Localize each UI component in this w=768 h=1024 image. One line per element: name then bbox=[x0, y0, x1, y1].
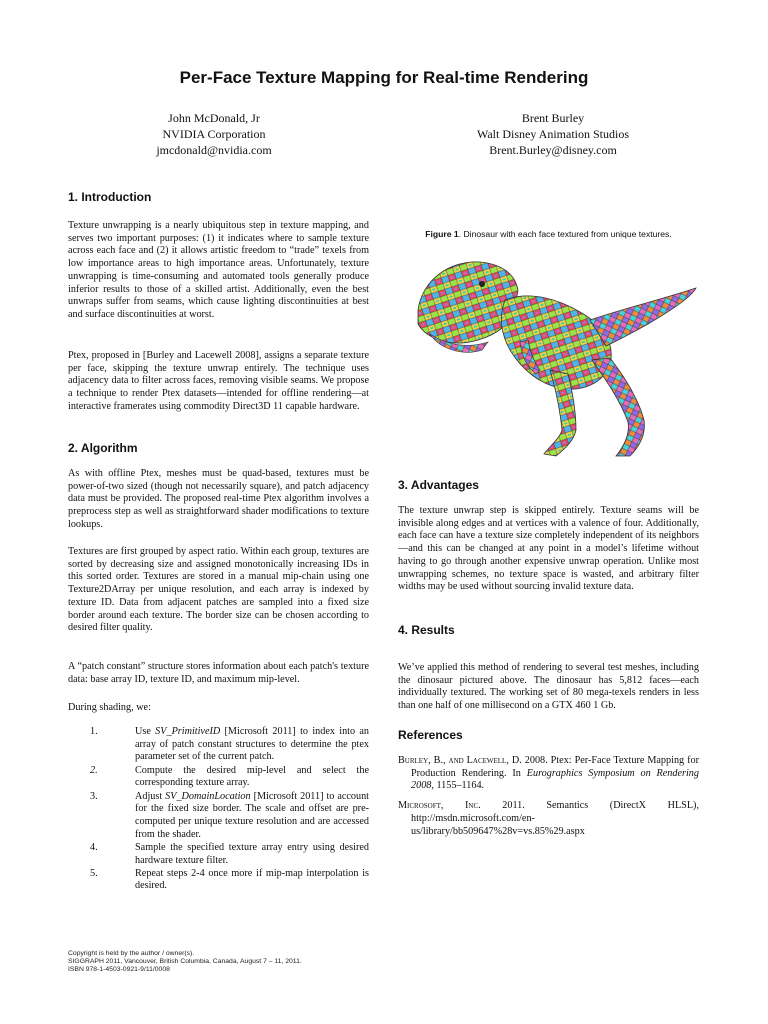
list-number: 4. bbox=[90, 841, 98, 853]
algorithm-paragraph-4: During shading, we: bbox=[68, 702, 151, 713]
reference-item bbox=[398, 800, 699, 838]
list-text: Use bbox=[135, 726, 156, 737]
copyright-footer bbox=[68, 950, 468, 975]
author-affiliation: NVIDIA Corporation bbox=[162, 127, 266, 141]
author-name: John McDonald, Jr bbox=[168, 111, 260, 125]
algorithm-paragraph-3: A “patch constant” structure stores information about each patch's texture data: base array ID, texture ID, and maximum mip-level. bbox=[68, 661, 369, 685]
list-emphasis: SV_DomainLocation bbox=[165, 790, 251, 802]
section-heading-algorithm: 2. Algorithm bbox=[68, 441, 138, 455]
author-affiliation: Walt Disney Animation Studios bbox=[476, 127, 630, 141]
reference-text[interactable]: 2011. Semantics (DirectX HLSL), http://msdn.microsoft.com/en-us/library/bb509647%28v=vs.85%29.aspx bbox=[411, 800, 699, 837]
dino-eye bbox=[479, 281, 485, 287]
list-number: 5. bbox=[90, 867, 98, 879]
reference-item bbox=[398, 755, 699, 793]
list-number: 1. bbox=[90, 726, 98, 737]
list-text: [Microsoft 2011] to index into an array of patch constant structures to determine the ptex parameter set of the current patch. bbox=[135, 726, 370, 763]
list-text: Sample the specified texture array entry using desired hardware texture filter. bbox=[135, 841, 369, 866]
list-text: Repeat steps 2-4 once more if mip-map interpolation is desired. bbox=[135, 867, 369, 892]
references-list bbox=[398, 755, 699, 845]
results-paragraph: We’ve applied this method of rendering to several test meshes, including the dinosaur pictured above. The dinosaur has 5,812 faces—each individually textured. The working set of 80 mega-texels renders in less than one half of one millisecond on a GTX 460 1 Gb. bbox=[398, 662, 699, 712]
list-emphasis: SV_PrimitiveID bbox=[155, 726, 221, 737]
dino-tail bbox=[590, 288, 696, 346]
figure-caption bbox=[398, 229, 699, 239]
author-email[interactable]: jmcdonald@nvidia.com bbox=[156, 143, 272, 157]
author-block-2 bbox=[423, 110, 683, 158]
reference-text: 2008. Ptex: Per-Face Texture Mapping for Production Rendering. In bbox=[411, 755, 699, 779]
list-text: Adjust bbox=[135, 790, 166, 802]
footer-line: ISBN 978-1-4503-0921-9/11/0008 bbox=[68, 966, 170, 974]
paper-title: Per-Face Texture Mapping for Real-time Rendering bbox=[179, 68, 589, 87]
list-item bbox=[68, 791, 369, 842]
section-heading-references: References bbox=[398, 728, 463, 742]
advantages-paragraph: The texture unwrap step is skipped entirely. Texture seams will be invisible along edges and at vertices with a valence of four. Additionally, each face can have a texture size completely independent of its neighbors—and this can be changed at any point in a model’s lifetime without having to go through another expensive unwrap operation. Unlike most unwrapping schemes, no texture space is wasted, and arbitrary filter widths may be used without sourcing invalid texture data. bbox=[398, 505, 699, 593]
intro-paragraph-2: Ptex, proposed in [Burley and Lacewell 2008], assigns a separate texture per face, skipping the texture unwrap entirely. The technique uses adjacency data to filter across faces, removing visible seams. We propose a technique to render Ptex datasets—intended for offline rendering—at interactive framerates using commodity Direct3D 11 capable hardware. bbox=[68, 350, 369, 412]
author-name: Brent Burley bbox=[521, 111, 585, 125]
author-email[interactable]: Brent.Burley@disney.com bbox=[489, 143, 617, 157]
list-text: [Microsoft 2011] to account for the fixed size border. The scale and offset are pre-computed per unique texture resolution and are accessed from the shader. bbox=[135, 790, 370, 840]
figure-label: Figure 1 bbox=[425, 229, 459, 239]
footer-line: Copyright is held by the author / owner(s). bbox=[68, 950, 195, 957]
reference-authors: Microsoft, Inc. bbox=[398, 800, 481, 812]
list-number: 3. bbox=[90, 790, 98, 802]
reference-venue: Eurographics Symposium on Rendering 2008 bbox=[411, 767, 699, 792]
list-item bbox=[68, 765, 369, 790]
figure-caption-text: . Dinosaur with each face textured from unique textures. bbox=[458, 229, 672, 239]
footer-line: SIGGRAPH 2011, Vancouver, British Columbia, Canada, August 7 – 11, 2011. bbox=[68, 958, 302, 966]
reference-authors: Burley, B., and Lacewell, D. bbox=[398, 755, 522, 766]
author-block-1 bbox=[84, 110, 344, 158]
section-heading-advantages: 3. Advantages bbox=[398, 478, 479, 492]
intro-paragraph-1: Texture unwrapping is a nearly ubiquitous step in texture mapping, and serves two important purposes: (1) it indicates where to sample texture across each face and (2) it allows artistic freedom to “trade” texels from low importance areas to high importance areas. Unfortunately, texture unwrapping is time-consuming and automated tools generally produce inferior results to those of a skilled artist. Additionally, even the best unwraps suffer from seams, which cause lighting discontinuities at best and surface discontinuities at worst. bbox=[68, 220, 369, 320]
list-number: 2. bbox=[90, 764, 98, 776]
list-text: Compute the desired mip-level and select the corresponding texture array. bbox=[135, 764, 369, 789]
list-item bbox=[68, 842, 369, 867]
list-item bbox=[68, 868, 369, 893]
reference-tail: , 1155–1164. bbox=[431, 780, 485, 792]
dinosaur-figure bbox=[410, 250, 702, 462]
algorithm-paragraph-2: Textures are first grouped by aspect ratio. Within each group, textures are sorted by decreasing size and assigned monotonically increasing IDs in this sorted order. Textures are stored in a manual mip-chain using one Texture2DArray per unique resolution, and each array is indexed by texture ID. Data from adjacent patches are sampled into a fixed size border around each texture. The border size can be chosen according to desired filter quality. bbox=[68, 546, 369, 634]
section-heading-introduction: 1. Introduction bbox=[68, 190, 152, 204]
section-heading-results: 4. Results bbox=[398, 623, 455, 637]
list-item bbox=[68, 726, 369, 764]
shading-steps-list bbox=[68, 726, 369, 894]
algorithm-paragraph-1: As with offline Ptex, meshes must be quad-based, textures must be power-of-two sized (though not necessarily square), and patch adjacency data must be provided. The proposed real-time Ptex algorithm involves a preprocess step as well as straightforward shader modifications to texture lookups. bbox=[68, 468, 369, 530]
